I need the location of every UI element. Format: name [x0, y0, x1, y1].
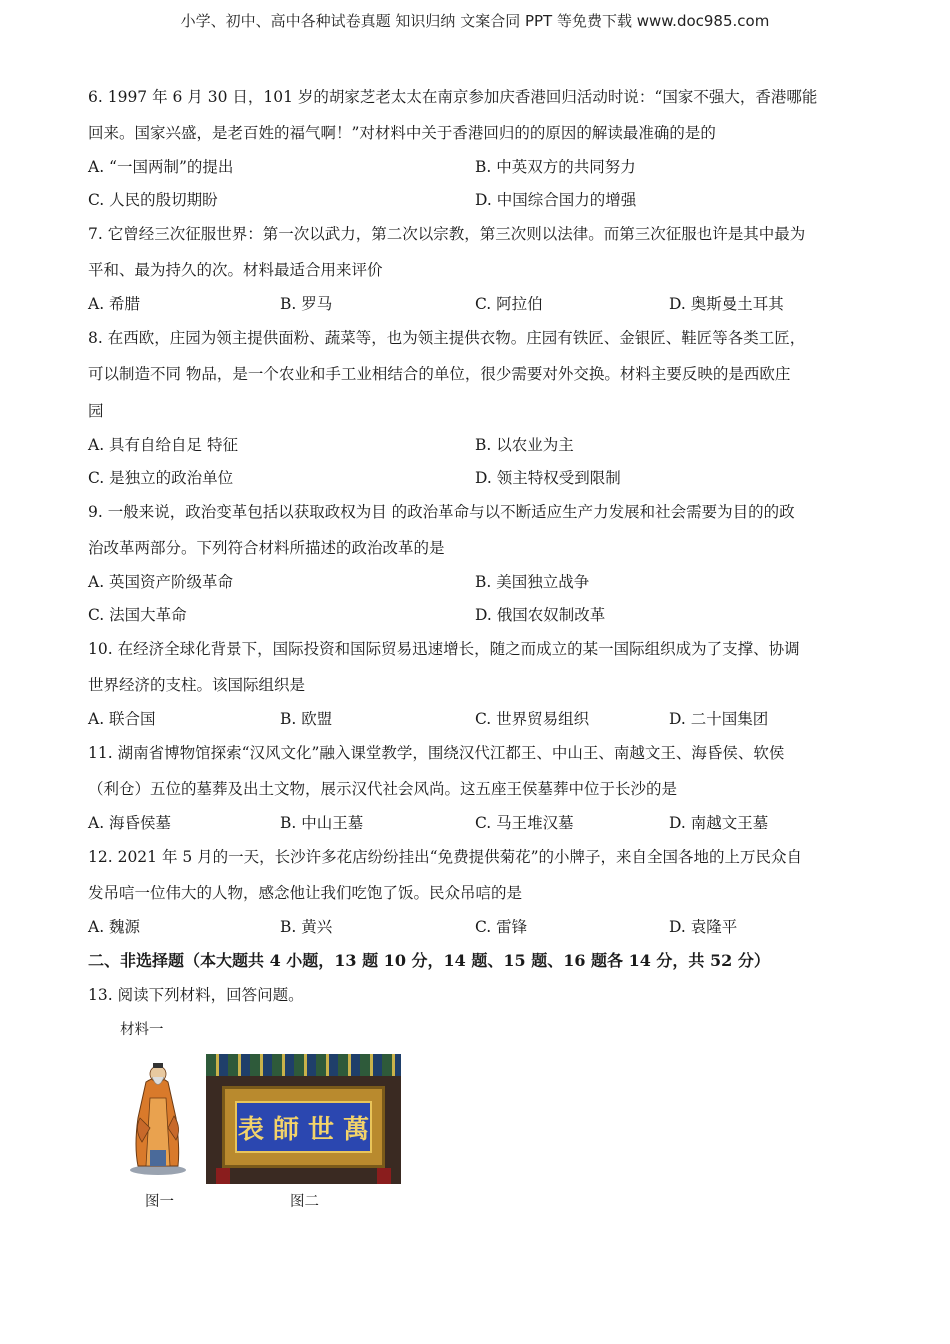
plaque-frame	[222, 1086, 385, 1168]
q11-option-b: B. 中山王墓	[280, 814, 364, 832]
q9-option-d: D. 俄国农奴制改革	[475, 606, 606, 624]
material-label: 材料一	[120, 1022, 164, 1038]
figure1-caption: 图一	[145, 1194, 174, 1210]
q9-option-a: A. 英国资产阶级革命	[88, 573, 234, 591]
figure2-caption: 图二	[290, 1194, 319, 1210]
q10-line1: 10. 在经济全球化背景下，国际投资和国际贸易迅速增长，随之而成立的某一国际组织成为了支撑、协调	[88, 640, 800, 658]
q12-option-d: D. 袁隆平	[669, 918, 738, 936]
pillar-left	[216, 1168, 230, 1184]
q8-option-d: D. 领主特权受到限制	[475, 469, 621, 487]
confucius-figure-image	[120, 1058, 192, 1176]
plaque-image	[206, 1054, 401, 1184]
plaque-board	[235, 1101, 372, 1153]
pillar-right	[377, 1168, 391, 1184]
q7-option-a: A. 希腊	[88, 295, 141, 313]
q11-line2: （利仓）五位的墓葬及出土文物，展示汉代社会风尚。这五座王侯墓葬中位于长沙的是	[88, 780, 678, 798]
q8-line2: 可以制造不同 物品，是一个农业和手工业相结合的单位，很少需要对外交换。材料主要反映的是西欧庄	[88, 365, 791, 383]
q11-option-d: D. 南越文王墓	[669, 814, 769, 832]
q9-option-b: B. 美国独立战争	[475, 573, 590, 591]
q12-option-a: A. 魏源	[88, 918, 141, 936]
q6-option-b: B. 中英双方的共同努力	[475, 158, 636, 176]
q6-line1: 6. 1997 年 6 月 30 日，101 岁的胡家芝老太太在南京参加庆香港回归活动时说：“国家不强大，香港哪能	[88, 88, 818, 106]
section-heading: 二、非选择题（本大题共 4 小题，13 题 10 分，14 题、15 题、16 题各 14 分，共 52 分）	[88, 951, 770, 970]
q6-option-d: D. 中国综合国力的增强	[475, 191, 637, 209]
q11-option-a: A. 海昏侯墓	[88, 814, 172, 832]
q10-option-d: D. 二十国集团	[669, 710, 769, 728]
q10-line2: 世界经济的支柱。该国际组织是	[88, 676, 306, 694]
q12-line2: 发吊唁一位伟大的人物，感念他让我们吃饱了饭。民众吊唁的是	[88, 884, 523, 902]
painted-eaves	[206, 1054, 401, 1076]
q11-line1: 11. 湖南省博物馆探索“汉风文化”融入课堂教学，围绕汉代江都王、中山王、南越文王、海昏侯、软侯	[88, 744, 785, 762]
q12-option-c: C. 雷锋	[475, 918, 528, 936]
plaque-text: 表 師 世 萬	[237, 1114, 370, 1145]
q7-line2: 平和、最为持久的次。材料最适合用来评价	[88, 261, 383, 279]
q6-option-c: C. 人民的殷切期盼	[88, 191, 218, 209]
q9-line2: 治改革两部分。下列符合材料所描述的政治改革的是	[88, 539, 445, 557]
q6-option-a: A. “一国两制”的提出	[88, 158, 234, 176]
q9-line1: 9. 一般来说，政治变革包括以获取政权为目 的政治革命与以不断适应生产力发展和社会需要为目的的政	[88, 503, 795, 521]
q10-option-b: B. 欧盟	[280, 710, 333, 728]
q7-option-d: D. 奥斯曼土耳其	[669, 295, 784, 313]
q7-option-b: B. 罗马	[280, 295, 333, 313]
q9-option-c: C. 法国大革命	[88, 606, 187, 624]
q12-option-b: B. 黄兴	[280, 918, 333, 936]
q10-option-c: C. 世界贸易组织	[475, 710, 590, 728]
q7-option-c: C. 阿拉伯	[475, 295, 543, 313]
page-header: 小学、初中、高中各种试卷真题 知识归纳 文案合同 PPT 等免费下载 www.doc985.com	[180, 12, 770, 30]
q8-line1: 8. 在西欧，庄园为领主提供面粉、蔬菜等，也为领主提供衣物。庄园有铁匠、金银匠、鞋匠等各类工匠，	[88, 329, 806, 347]
q11-option-c: C. 马王堆汉墓	[475, 814, 574, 832]
q8-option-a: A. 具有自给自足 特征	[88, 436, 238, 454]
q12-line1: 12. 2021 年 5 月的一天，长沙许多花店纷纷挂出“免费提供菊花”的小牌子，来自全国各地的上万民众自	[88, 848, 803, 866]
q7-line1: 7. 它曾经三次征服世界：第一次以武力，第二次以宗教，第三次则以法律。而第三次征服也许是其中最为	[88, 225, 806, 243]
q8-line3: 园	[88, 402, 104, 420]
q6-line2: 回来。国家兴盛，是老百姓的福气啊！”对材料中关于香港回归的的原因的解读最准确的是的	[88, 124, 716, 142]
q8-option-c: C. 是独立的政治单位	[88, 469, 234, 487]
q10-option-a: A. 联合国	[88, 710, 156, 728]
q13-line1: 13. 阅读下列材料，回答问题。	[88, 986, 304, 1004]
q8-option-b: B. 以农业为主	[475, 436, 574, 454]
